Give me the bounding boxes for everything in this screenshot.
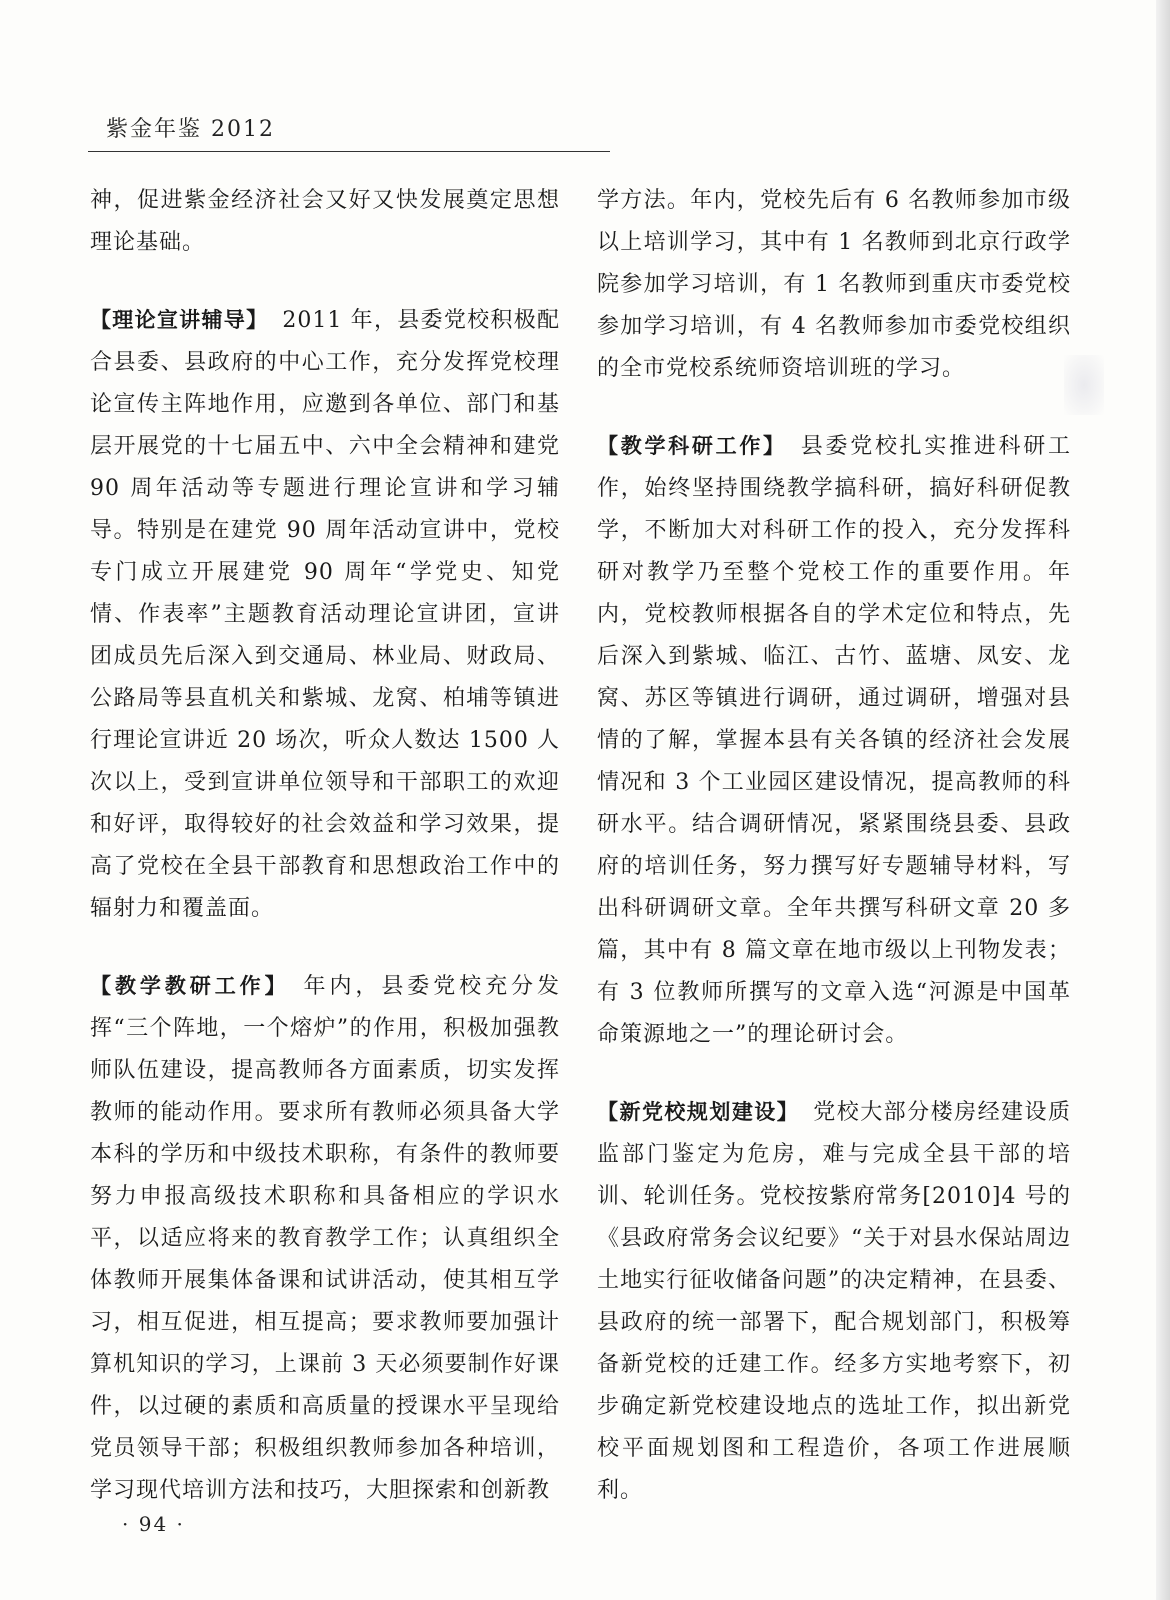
continued-paragraph: 神，促进紫金经济社会又好又快发展奠定思想理论基础。 xyxy=(90,188,560,255)
right-column xyxy=(597,180,1071,1512)
section-theory-lecture xyxy=(90,299,560,930)
section-scientific-research xyxy=(597,425,1071,1056)
page-edge-shadow xyxy=(1156,0,1170,1600)
running-head: 紫金年鉴 2012 xyxy=(106,117,275,142)
section-body-teaching-research: 年内，县委党校充分发挥“三个阵地，一个熔炉”的作用，积极加强教师队伍建设，提高教师各方面素质，切实发挥教师的能动作用。要求所有教师必须具备大学本科的学历和中级技术职称，有条件的教师要努力申报高级技术职称和具备相应的学识水平，以适应将来的教育教学工作；认真组织全体教师开展集体备课和试讲活动，使其相互学习，相互促进，相互提高；要求教师要加强计算机知识的学习，上课前 3 天必须要制作好课件，以过硬的素质和高质量的授课水平呈现给党员领导干部；积极组织教师参加各种培训，学习现代培训方法和技巧，大胆探索和创新教 xyxy=(90,974,560,1503)
page-number: · 94 · xyxy=(122,1512,185,1536)
section-body-scientific-research: 县委党校扎实推进科研工作，始终坚持围绕教学搞科研，搞好科研促教学，不断加大对科研工作的投入，充分发挥科研对教学乃至整个党校工作的重要作用。年内，党校教师根据各自的学术定位和特点，先后深入到紫城、临江、古竹、蓝塘、凤安、龙窝、苏区等镇进行调研，通过调研，增强对县情的了解，掌握本县有关各镇的经济社会发展情况和 3 个工业园区建设情况，提高教师的科研水平。结合调研情况，紧紧围绕县委、县政府的培训任务，努力撰写好专题辅导材料，写出科研调研文章。全年共撰写科研文章 20 多篇，其中有 8 篇文章在地市级以上刊物发表；有 3 位教师所撰写的文章入选“河源是中国革命策源地之一”的理论研讨会。 xyxy=(597,434,1071,1047)
section-body-new-school-planning: 党校大部分楼房经建设质监部门鉴定为危房，难与完成全县干部的培训、轮训任务。党校按紫府常务[2010]4 号的《县政府常务会议纪要》“关于对县水保站周边土地实行征收储备问题”的决定精神，在县委、县政府的统一部署下，配合规划部门，积极筹备新党校的迁建工作。经多方实地考察下，初步确定新党校建设地点的选址工作，拟出新党校平面规划图和工程造价，各项工作进展顺利。 xyxy=(597,1100,1071,1503)
section-new-school-planning xyxy=(597,1091,1071,1512)
section-title-teaching-research: 【教学教研工作】 xyxy=(90,974,290,998)
section-title-scientific-research: 【教学科研工作】 xyxy=(597,434,787,458)
section-body-theory-lecture: 2011 年，县委党校积极配合县委、县政府的中心工作，充分发挥党校理论宣传主阵地作用，应邀到各单位、部门和基层开展党的十七届五中、六中全会精神和建党 90 周年活动等专题进行理论宣讲和学习辅导。特别是在建党 90 周年活动宣讲中，党校专门成立开展建党 90 周年“学党史、知党情、作表率”主题教育活动理论宣讲团，宣讲团成员先后深入到交通局、林业局、财政局、公路局等县直机关和紫城、龙窝、柏埔等镇进行理论宣讲近 20 场次，听众人数达 1500 人次以上，受到宣讲单位领导和干部职工的欢迎和好评，取得较好的社会效益和学习效果，提高了党校在全县干部教育和思想政治工作中的辐射力和覆盖面。 xyxy=(90,308,561,921)
section-title-new-school-planning: 【新党校规划建设】 xyxy=(597,1100,800,1124)
section-teaching-research xyxy=(90,965,560,1512)
section-title-theory-lecture: 【理论宣讲辅导】 xyxy=(90,308,269,332)
left-column xyxy=(90,180,560,1512)
continued-paragraph-right: 学方法。年内，党校先后有 6 名教师参加市级以上培训学习，其中有 1 名教师到北京行政学院参加学习培训，有 1 名教师到重庆市委党校参加学习培训，有 4 名教师参加市委党校组织的全市党校系统师资培训班的学习。 xyxy=(597,188,1071,381)
header-rule xyxy=(88,151,610,152)
